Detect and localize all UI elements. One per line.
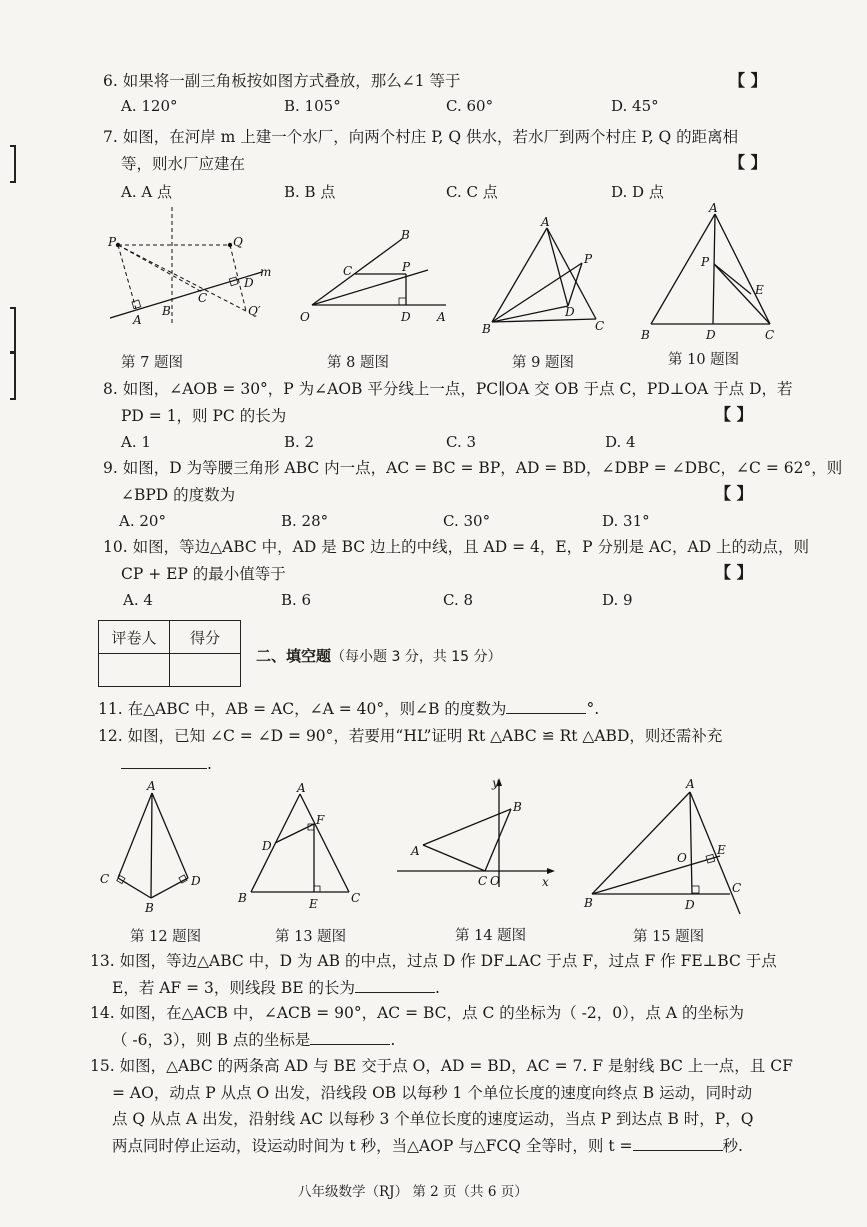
- fig13-label-f: F: [316, 813, 325, 827]
- fig8-label-p: P: [402, 260, 411, 274]
- fig9-caption: 第 9 题图: [512, 355, 574, 371]
- q6-text: 6. 如果将一副三角板按如图方式叠放，那么∠1 等于: [103, 72, 461, 90]
- q12-suffix: .: [207, 755, 212, 773]
- fig8-label-d: D: [401, 310, 411, 324]
- q8-line1: 8. 如图，∠AOB = 30°，P 为∠AOB 平分线上一点，PC∥OA 交 OB 于点 C，PD⊥OA 于点 D，若: [103, 380, 793, 398]
- q6-answer-bracket[interactable]: 【 】: [729, 71, 767, 90]
- fig9-label-p: P: [584, 252, 593, 266]
- q10-option-c: C. 8: [443, 591, 474, 609]
- q15-suffix: 秒.: [722, 1137, 743, 1155]
- fig8-caption: 第 8 题图: [327, 355, 389, 371]
- figure-12: [92, 775, 212, 915]
- q10-option-a: A. 4: [123, 591, 153, 609]
- q6-option-b: B. 105°: [284, 97, 341, 115]
- q13-line2: [112, 977, 440, 999]
- figure-7: [100, 205, 285, 330]
- q9-option-c: C. 30°: [443, 512, 491, 530]
- fig7-label-c: C: [198, 291, 208, 305]
- q9-line2: ∠BPD 的度数为: [121, 486, 236, 504]
- q11-answer-blank[interactable]: [506, 699, 586, 714]
- q14-answer-blank[interactable]: [310, 1030, 390, 1045]
- score-table-score-cell[interactable]: [170, 654, 241, 687]
- fig10-label-b: B: [641, 328, 650, 342]
- q7-option-b: B. B 点: [284, 183, 336, 201]
- q7-option-c: C. C 点: [446, 183, 498, 201]
- fig7-label-m: m: [260, 265, 272, 279]
- fig15-label-o: O: [677, 851, 687, 865]
- fig15-label-a: A: [686, 777, 695, 791]
- fig10-caption: 第 10 题图: [668, 352, 740, 368]
- q15-line1: 15. 如图，△ABC 的两条高 AD 与 BE 交于点 O，AD = BD，AC = 7. F 是射线 BC 上一点，且 CF: [90, 1057, 793, 1075]
- q10-line2: CP + EP 的最小值等于: [121, 565, 286, 583]
- fig14-label-x: x: [542, 875, 549, 889]
- fig13-label-a: A: [297, 781, 306, 795]
- score-table: [98, 620, 241, 687]
- page-footer: 八年级数学（RJ） 第 2 页（共 6 页）: [298, 1184, 528, 1200]
- q9-option-b: B. 28°: [281, 512, 329, 530]
- q12-line2: [121, 753, 212, 775]
- fig10-label-p: P: [701, 255, 710, 269]
- q10-answer-bracket[interactable]: 【 】: [715, 563, 753, 582]
- fig14-label-o: O: [490, 874, 500, 888]
- fig14-label-b: B: [513, 800, 522, 814]
- q14-line2: [112, 1029, 395, 1051]
- q9-option-a: A. 20°: [119, 512, 166, 530]
- q6-option-d: D. 45°: [611, 97, 659, 115]
- q7-option-d: D. D 点: [611, 183, 664, 201]
- q7-option-a: A. A 点: [121, 183, 172, 201]
- section2-heading: [256, 645, 502, 668]
- q11: [98, 698, 599, 720]
- fig12-caption: 第 12 题图: [130, 929, 202, 945]
- fig7-label-p: P: [108, 235, 117, 249]
- section2-note: （每小题 3 分，共 15 分）: [331, 649, 502, 665]
- fig10-label-c: C: [765, 328, 775, 342]
- fig15-label-b: B: [584, 896, 593, 910]
- q9-option-d: D. 31°: [602, 512, 650, 530]
- fig14-label-a: A: [411, 844, 420, 858]
- binding-mark-middle: [10, 307, 16, 353]
- fig15-caption: 第 15 题图: [633, 929, 705, 945]
- fig10-label-d: D: [706, 328, 716, 342]
- figure-14: [395, 775, 560, 890]
- fig10-label-e: E: [755, 283, 764, 297]
- q8-option-c: C. 3: [446, 433, 477, 451]
- score-table-grader-header: 评卷人: [99, 621, 170, 654]
- fig10-label-a: A: [709, 201, 718, 215]
- q15-line3: 点 Q 从点 A 出发，沿射线 AC 以每秒 3 个单位长度的速度运动，当点 P 到达点 B 时，P，Q: [112, 1110, 754, 1128]
- fig9-label-d: D: [565, 305, 575, 319]
- fig13-label-e: E: [309, 897, 318, 910]
- fig7-label-d: D: [244, 276, 254, 290]
- fig13-caption: 第 13 题图: [275, 929, 347, 945]
- q9-line1: 9. 如图，D 为等腰三角形 ABC 内一点，AC = BC = BP，AD = BD，∠DBP = ∠DBC，∠C = 62°，则: [103, 459, 843, 477]
- fig9-label-a: A: [541, 215, 550, 229]
- figure-13: [232, 780, 367, 910]
- q13-text: E，若 AF = 3，则线段 BE 的长为: [112, 979, 355, 997]
- q11-suffix: °.: [586, 700, 600, 718]
- fig7-label-b: B: [162, 304, 171, 318]
- q10-option-d: D. 9: [602, 591, 633, 609]
- q9-answer-bracket[interactable]: 【 】: [715, 484, 753, 503]
- fig12-label-a: A: [147, 779, 156, 793]
- q8-answer-bracket[interactable]: 【 】: [715, 405, 753, 424]
- q15-text: 两点同时停止运动，设运动时间为 t 秒，当△AOP 与△FCQ 全等时，则 t =: [112, 1137, 633, 1155]
- fig15-label-d: D: [685, 898, 695, 912]
- q10-option-b: B. 6: [281, 591, 312, 609]
- fig14-caption: 第 14 题图: [455, 928, 527, 944]
- q8-line2: PD = 1，则 PC 的长为: [121, 407, 287, 425]
- figure-15: [580, 772, 755, 917]
- fig12-label-d: D: [191, 874, 201, 888]
- fig15-label-e: E: [717, 843, 726, 857]
- fig7-label-q-prime: Q′: [248, 304, 261, 318]
- fig13-label-b: B: [238, 891, 247, 905]
- q7-answer-bracket[interactable]: 【 】: [729, 153, 767, 172]
- q13-line1: 13. 如图，等边△ABC 中，D 为 AB 的中点，过点 D 作 DF⊥AC 于点 F，过点 F 作 FE⊥BC 于点: [90, 952, 777, 970]
- fig13-label-d: D: [262, 839, 272, 853]
- figure-8: [298, 225, 458, 325]
- q6-option-c: C. 60°: [446, 97, 494, 115]
- fig7-label-a: A: [133, 313, 142, 327]
- q15-line2: = AO，动点 P 从点 O 出发，沿线段 OB 以每秒 1 个单位长度的速度向终点 B 运动，同时动: [112, 1084, 753, 1102]
- q15-line4: [112, 1135, 743, 1157]
- fig12-label-c: C: [100, 872, 110, 886]
- fig8-label-o: O: [300, 310, 310, 324]
- q10-line1: 10. 如图，等边△ABC 中，AD 是 BC 边上的中线，且 AD = 4，E，P 分别是 AC，AD 上的动点，则: [103, 538, 810, 556]
- fig9-label-c: C: [595, 319, 605, 333]
- figure-10: [635, 200, 790, 345]
- q11-text: 11. 在△ABC 中，AB = AC，∠A = 40°，则∠B 的度数为: [98, 700, 507, 718]
- q15-answer-blank[interactable]: [633, 1136, 723, 1151]
- binding-mark-bottom: [10, 352, 16, 400]
- q8-option-a: A. 1: [121, 433, 151, 451]
- fig14-label-c: C: [478, 874, 488, 888]
- q14-text: （ -6，3），则 B 点的坐标是: [112, 1031, 311, 1049]
- score-table-grader-cell[interactable]: [99, 654, 170, 687]
- fig8-label-b: B: [401, 228, 410, 242]
- fig8-label-a: A: [437, 310, 446, 324]
- q8-option-d: D. 4: [605, 433, 636, 451]
- fig15-label-c: C: [732, 881, 742, 895]
- section2-title: 二、填空题: [256, 647, 332, 665]
- q8-option-b: B. 2: [284, 433, 315, 451]
- q6-option-a: A. 120°: [121, 97, 178, 115]
- binding-mark-top: [10, 145, 16, 183]
- q7-line2: 等，则水厂应建在: [121, 155, 246, 173]
- q14-suffix: .: [390, 1031, 396, 1049]
- q7-line1: 7. 如图，在河岸 m 上建一个水厂，向两个村庄 P, Q 供水，若水厂到两个村庄 P, Q 的距离相: [103, 128, 739, 146]
- fig7-caption: 第 7 题图: [121, 355, 183, 371]
- fig9-label-b: B: [482, 322, 491, 336]
- q13-answer-blank[interactable]: [355, 978, 435, 993]
- q13-suffix: .: [434, 979, 440, 997]
- fig12-label-b: B: [145, 901, 154, 915]
- score-table-score-header: 得分: [170, 621, 241, 654]
- q12-answer-blank[interactable]: [121, 754, 207, 769]
- q12-line1: 12. 如图，已知 ∠C = ∠D = 90°，若要用“HL”证明 Rt △ABC ≌ Rt △ABD，则还需补充: [98, 727, 723, 745]
- fig14-label-y: y: [492, 776, 499, 790]
- fig13-label-c: C: [351, 891, 361, 905]
- fig7-label-q: Q: [233, 235, 243, 249]
- figure-9: [480, 212, 615, 337]
- q14-line1: 14. 如图，在△ACB 中，∠ACB = 90°，AC = BC，点 C 的坐标为（ -2，0），点 A 的坐标为: [90, 1004, 744, 1022]
- fig8-label-c: C: [343, 264, 353, 278]
